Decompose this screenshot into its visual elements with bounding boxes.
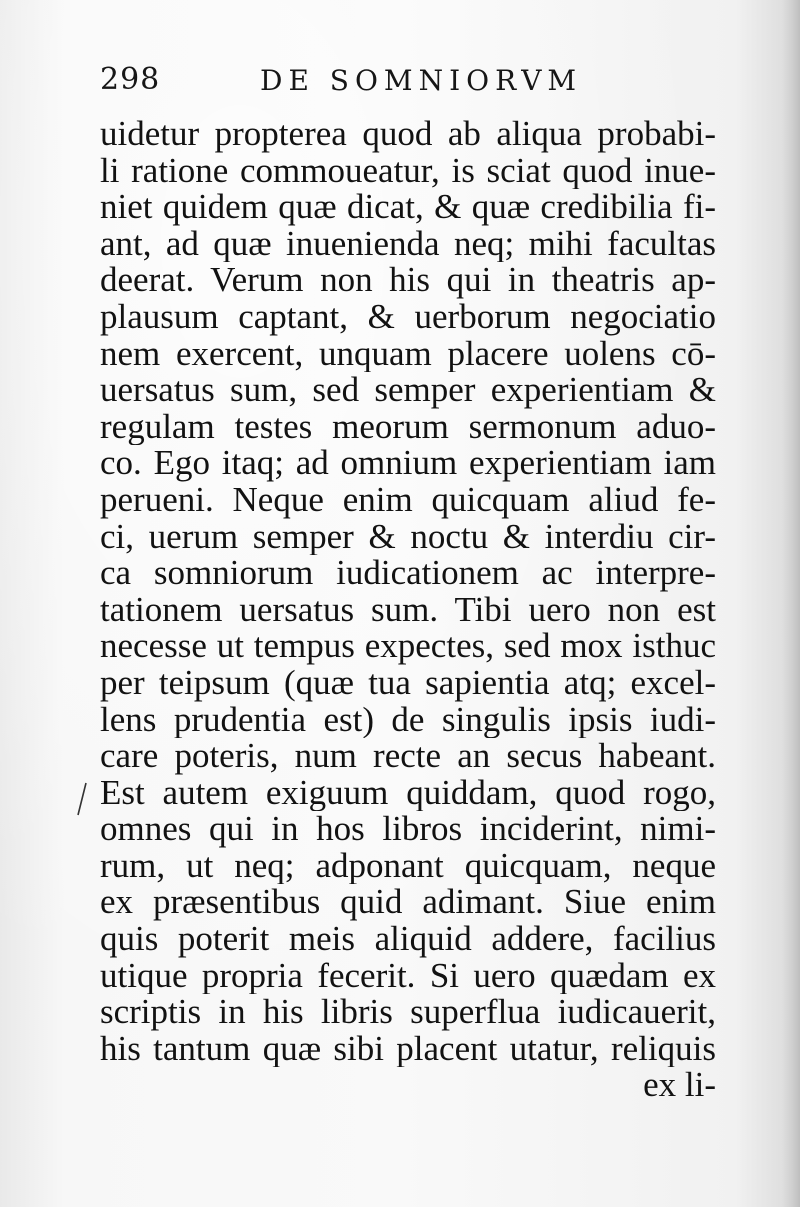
text-line: omnes qui in hos libros inciderint, nimi- [100,811,716,848]
page-number: 298 [100,62,161,97]
body-text [100,116,716,1104]
text-line: tationem uersatus sum. Tibi uero non est [100,591,716,629]
text-line: co. Ego itaq; ad omnium experientiam iam [100,445,716,482]
page-edge-shadow [782,0,800,1207]
text-line: perueni. Neque enim quicquam aliud fe- [100,481,716,519]
running-title: DE SOMNIORVM [260,64,583,97]
text-line: ci, uerum semper & noctu & interdiu cir- [100,518,716,556]
text-line: quis poterit meis aliquid addere, facilius [100,921,716,958]
text-line: uidetur propterea quod ab aliqua probabi- [100,116,716,153]
text-line: ant, ad quæ inuenienda neq; mihi facultas [100,225,716,263]
text-line: lens prudentia est) de singulis ipsis iudi- [100,701,716,739]
text-line: ex præsentibus quid adimant. Siue enim [100,884,716,922]
text-line: rum, ut neq; adponant quicquam, neque [100,847,716,885]
text-line: scriptis in his libris superflua iudicauerit, [100,994,716,1031]
text-line: ca somniorum iudicationem ac interpre- [100,555,716,592]
text-line: per teipsum (quæ tua sapientia atq; excel- [100,664,716,702]
text-line: plausum captant, & uerborum negociatio [100,298,716,336]
catchword: ex li- [643,1067,716,1105]
text-line: Est autem exiguum quiddam, quod rogo, [100,774,716,812]
page-header [100,62,720,102]
margin-mark-icon [76,781,88,817]
text-line: niet quidem quæ dicat, & quæ credibilia fi- [100,189,716,226]
text-line: deerat. Verum non his qui in theatris ap- [100,262,716,299]
text-line: utique propria fecerit. Si uero quædam ex [100,957,716,995]
text-line: necesse ut tempus expectes, sed mox isthuc [100,628,716,665]
text-line: uersatus sum, sed semper experientiam & [100,372,716,409]
text-line: regulam testes meorum sermonum aduo- [100,408,716,446]
text-line: his tantum quæ sibi placent utatur, reliquis [100,1030,716,1068]
text-line: li ratione commoueatur, is sciat quod inue- [100,152,716,190]
text-line: nem exercent, unquam placere uolens cō- [100,335,716,373]
text-line: care poteris, num recte an secus habeant. [100,738,716,775]
